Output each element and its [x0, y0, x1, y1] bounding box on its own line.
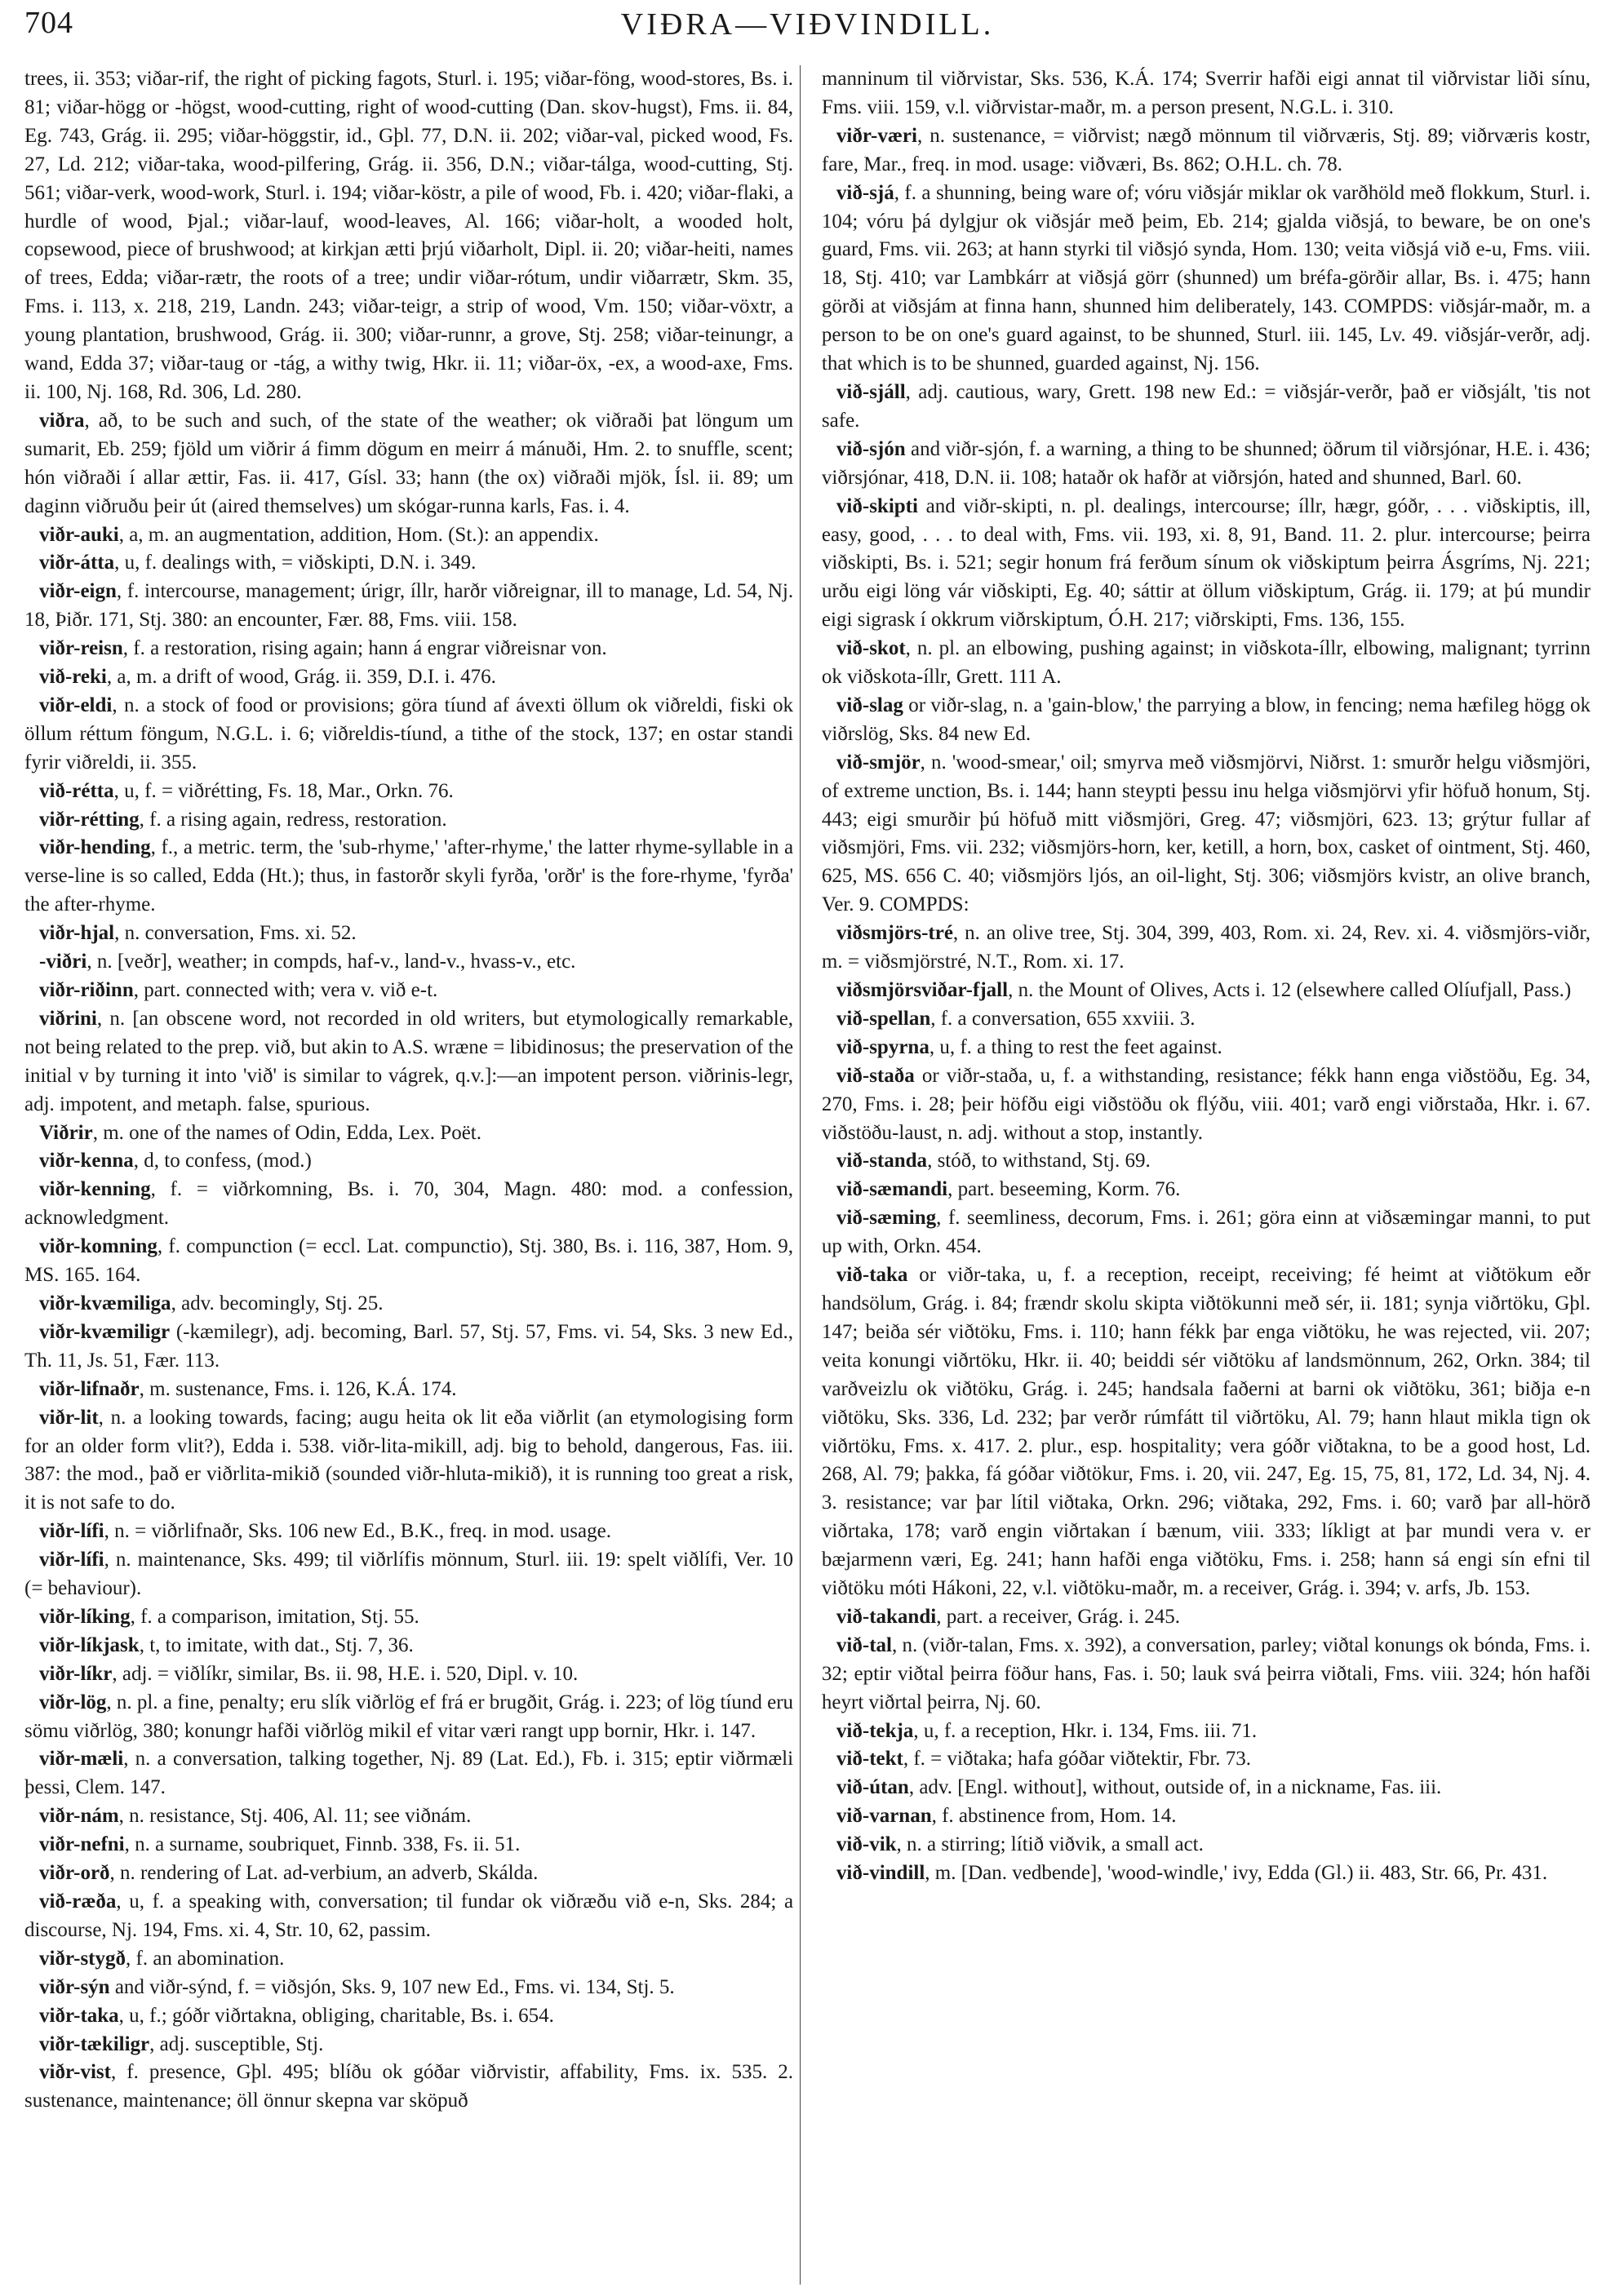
- dictionary-entry: [24, 920, 793, 948]
- entry-definition: and viðr-sýnd, f. = viðsjón, Sks. 9, 107 new Ed., Fms. vi. 134, Stj. 5.: [109, 1975, 675, 1998]
- dictionary-entry: [24, 1119, 793, 1148]
- dictionary-entry: [24, 1689, 793, 1746]
- entry-definition: , adv. becomingly, Stj. 25.: [171, 1292, 384, 1314]
- entry-headword: viðr-vist: [39, 2061, 111, 2084]
- entry-headword: viðr-lífi: [39, 1520, 104, 1543]
- dictionary-entry: [822, 65, 1591, 122]
- dictionary-entry: [822, 379, 1591, 436]
- entry-headword: viðrini: [39, 1007, 97, 1030]
- entry-definition: , part. a receiver, Grág. i. 245.: [936, 1605, 1181, 1628]
- entry-definition: , adj. cautious, wary, Grett. 198 new Ed.: = viðsjár-verðr, það er viðsjált, 'tis not safe.: [821, 380, 1591, 432]
- dictionary-entry: [24, 1176, 793, 1233]
- entry-headword: viðr-væri: [836, 124, 917, 147]
- entry-definition: , u, f. = viðrétting, Fs. 18, Mar., Orkn. 76.: [113, 779, 454, 802]
- entry-headword: viðr-mæli: [39, 1748, 124, 1771]
- entry-headword: viðr-stygð: [39, 1947, 126, 1970]
- dictionary-entry: [24, 635, 793, 663]
- entry-definition: , f., a metric. term, the 'sub-rhyme,' 'after-rhyme,' the latter rhyme-syllable in a verse-line is so called, Edda (Ht.); thus, in fastorðr skyli fyrða, 'orðr' is the fore-rhyme, 'fyrða' the after-rhyme.: [24, 836, 794, 916]
- entry-headword: viðr-kvæmiligr: [39, 1320, 171, 1343]
- entry-definition: , n. a looking towards, facing; augu heita ok lit eða viðrlit (an etymologising form for an older form vlit?), Edda i. 538. viðr-lita-mikill, adj. big to behold, dangerous, Fas. iii. 387: the mod., það er viðrlita-mikið (sounded viðr-hluta-mikið), it is running too great a risk, it is not safe to do.: [24, 1406, 794, 1514]
- dictionary-entry: [24, 1376, 793, 1404]
- entry-headword: viðr-líkjask: [39, 1633, 140, 1656]
- dictionary-entry: [24, 778, 793, 806]
- entry-definition: , f. a conversation, 655 xxviii. 3.: [930, 1007, 1196, 1030]
- entry-headword: viðr-taka: [39, 2004, 119, 2027]
- dictionary-entry: [24, 806, 793, 835]
- dictionary-entry: [24, 834, 793, 920]
- dictionary-entry: [24, 1404, 793, 1518]
- dictionary-entry: [24, 549, 793, 578]
- dictionary-entry: [24, 1888, 793, 1945]
- dictionary-entry: [24, 948, 793, 977]
- entry-definition: , n. [veðr], weather; in compds, haf-v., land-v., hvass-v., etc.: [87, 951, 576, 973]
- entry-definition: , f. compunction (= eccl. Lat. compunctio), Stj. 380, Bs. i. 116, 387, Hom. 9, MS. 165. 164.: [24, 1235, 794, 1287]
- entry-definition: , f. seemliness, decorum, Fms. i. 261; göra einn at viðsæmingar manni, to put up with, Orkn. 454.: [821, 1207, 1591, 1258]
- dictionary-entry: [24, 1319, 793, 1376]
- dictionary-entry: [822, 1718, 1591, 1746]
- entry-definition: , f. a restoration, rising again; hann á engrar viðreisnar von.: [122, 637, 607, 660]
- entry-definition: , a, m. a drift of wood, Grág. ii. 359, D.I. i. 476.: [106, 666, 496, 689]
- entry-definition: , n. 'wood-smear,' oil; smyrva með viðsmjörvi, Niðrst. 1: smurðr helgu viðsmjöri, of extreme unction, Bs. i. 144; hann steypti þessu inu helga viðsmjörvi yfir höfuð honum, Stj. 443; eigi smurðir þú höfuð mitt viðsmjöri, Greg. 47; viðsmjöri, 623. 13; grýtur fullar af viðsmjöri, Fms. vii. 232; viðsmjörs-horn, ker, ketill, a horn, box, casket of ointment, Stj. 460, 625, MS. 656 C. 40; viðsmjörs ljós, an oil-light, Stj. 306; viðsmjörs kvistr, an olive branch, Ver. 9. COMPDS:: [821, 751, 1591, 916]
- entry-definition: , f. a rising again, redress, restoration.: [139, 808, 447, 831]
- entry-definition: , n. [an obscene word, not recorded in old writers, but etymologically remarkable, not being related to the prep. við, but akin to A.S. wræne = libidinosus; the preservation of the initial v by turning it into 'við' is similar to vágrek, q.v.]:—an impotent person. viðrinis-legr, adj. impotent, and metaph. false, spurious.: [24, 1007, 794, 1115]
- dictionary-columns: [24, 65, 1591, 2285]
- dictionary-entry: [24, 2031, 793, 2059]
- entry-headword: viðr-hjal: [39, 922, 115, 945]
- entry-headword: viðr-reisn: [39, 637, 123, 660]
- entry-definition: , n. sustenance, = viðrvist; nægð mönnum til viðrværis, Stj. 89; viðrværis kostr, fare, Mar., freq. in mod. usage: viðværi, Bs. 862; O.H.L. ch. 78.: [821, 124, 1591, 175]
- entry-definition: and viðr-skipti, n. pl. dealings, intercourse; íllr, hægr, góðr, . . . viðskiptis, ill, easy, good, . . . to deal with, Fms. vii. 193, xi. 8, 91, Band. 11. 2. plur. intercourse; þeirra viðskipti, Bs. i. 521; segir honum frá ferðum sínum ok viðskiptum þeirra Ásgríms, Nj. 221; urðu eigi löng vár viðskipti, Eg. 40; sáttir at öllum viðskiptum, Grág. ii. 179; at þú mundir eigi sigrask í okkrum viðrskiptum, Ó.H. 217; viðrskipti, Fms. 136, 155.: [821, 494, 1591, 632]
- dictionary-entry: [24, 1518, 793, 1546]
- entry-headword: viðr-líking: [39, 1605, 131, 1628]
- entry-definition: trees, ii. 353; viðar-rif, the right of picking fagots, Sturl. i. 195; viðar-föng, wood-stores, Bs. i. 81; viðar-högg or -högst, wood-cutting, right of wood-cutting (Dan. skov-hugst), Fms. ii. 84, Eg. 743, Grág. ii. 295; viðar-höggstir, id., Gþl. 77, D.N. ii. 202; viðar-val, picked wood, Fs. 27, Ld. 212; viðar-taka, wood-pilfering, Grág. ii. 356, D.N.; viðar-tálga, wood-cutting, Stj. 561; viðar-verk, wood-work, Sturl. i. 194; viðar-köstr, a pile of wood, Fb. i. 420; viðar-flaki, a hurdle of wood, Þjal.; viðar-lauf, wood-leaves, Al. 166; viðar-holt, a wooded holt, copsewood, piece of brushwood; at kirkjan ætti þrjú viðarholt, Dipl. ii. 20; viðar-heiti, names of trees, Edda; viðar-rætr, the roots of a tree; undir viðar-rótum, undir viðarrætr, Skm. 35, Fms. i. 113, x. 218, 219, Landn. 243; viðar-teigr, a strip of wood, Vm. 150; viðar-vöxtr, a young plantation, brushwood, Grág. ii. 300; viðar-runnr, a grove, Stj. 258; viðar-teinungr, a wand, Edda 37; viðar-taug or -tág, a withy twig, Hkr. ii. 11; viðar-öx, -ex, a wood-axe, Fms. ii. 100, Nj. 168, Rd. 306, Ld. 280.: [24, 68, 794, 403]
- entry-headword: viðsmjörs-tré: [836, 922, 953, 945]
- dictionary-entry: [24, 407, 793, 521]
- entry-headword: við-staða: [836, 1064, 915, 1087]
- dictionary-entry: [822, 1802, 1591, 1831]
- dictionary-entry: [24, 663, 793, 692]
- dictionary-entry: [24, 1974, 793, 2002]
- dictionary-entry: [822, 635, 1591, 692]
- dictionary-entry: [24, 1147, 793, 1176]
- entry-definition: , adj. susceptible, Stj.: [149, 2032, 324, 2055]
- entry-headword: við-sæming: [836, 1207, 937, 1230]
- dictionary-entry: [822, 749, 1591, 920]
- entry-definition: , f. presence, Gþl. 495; blíðu ok góðar viðrvistir, affability, Fms. ix. 535. 2. sustenance, maintenance; öll önnur skepna var sköpuð: [24, 2061, 794, 2112]
- entry-headword: viðr-líkr: [39, 1662, 113, 1685]
- entry-definition: , d, to confess, (mod.): [133, 1150, 312, 1172]
- dictionary-entry: [24, 977, 793, 1005]
- dictionary-entry: [24, 1632, 793, 1660]
- dictionary-entry: [24, 521, 793, 550]
- dictionary-entry: [24, 578, 793, 635]
- entry-headword: viðr-riðinn: [39, 979, 134, 1001]
- right-column: [810, 65, 1591, 2285]
- entry-headword: við-tekja: [836, 1719, 914, 1742]
- left-column: [24, 65, 800, 2285]
- entry-definition: , f. a comparison, imitation, Stj. 55.: [130, 1605, 419, 1628]
- entry-headword: við-sjáll: [836, 380, 906, 403]
- entry-definition: , u, f. a thing to rest the feet against.: [929, 1035, 1222, 1058]
- entry-headword: viðr-hending: [39, 836, 151, 859]
- entry-definition: , f. abstinence from, Hom. 14.: [931, 1805, 1177, 1828]
- entry-headword: viðr-tækiligr: [39, 2032, 150, 2055]
- entry-headword: við-sjón: [836, 437, 906, 460]
- entry-definition: , part. beseeming, Korm. 76.: [947, 1178, 1181, 1201]
- entry-headword: viðr-sýn: [39, 1975, 110, 1998]
- entry-headword: við-skipti: [836, 494, 918, 517]
- entry-headword: við-spellan: [836, 1007, 931, 1030]
- entry-definition: , f. a shunning, being ware of; vóru viðsjár miklar ok varðhöld með flokkum, Sturl. i. 104; vóru þá dylgjur ok viðsjár með þeim, Eb. 214; gjalda viðsjá, to beware, be on one's guard, Fms. vii. 263; at hann styrki til viðsjó synda, Hom. 130; veita viðsjá við e-u, Fms. viii. 18, Stj. 410; var Lambkárr at viðsjá görr (shunned) um bréfa-görðir allar, Bs. i. 475; hann görði at viðsjám at finna hann, shunned him deliberately, 143. COMPDS: viðsjár-maðr, m. a person to be on one's guard against, to be shunned, Sturl. iii. 145, Lv. 49. viðsjár-verðr, adj. that which is to be shunned, guarded against, Nj. 156.: [821, 181, 1591, 375]
- page-number: 704: [24, 6, 73, 40]
- entry-headword: viðr-kvæmiliga: [39, 1292, 171, 1314]
- entry-definition: manninum til viðrvistar, Sks. 536, K.Á. 174; Sverrir hafði eigi annat til viðrvistar liði sínu, Fms. viii. 159, v.l. viðrvistar-maðr, m. a person present, N.G.L. i. 310.: [821, 68, 1591, 118]
- dictionary-entry: [822, 1774, 1591, 1802]
- dictionary-entry: [24, 1005, 793, 1119]
- entry-headword: við-taka: [836, 1264, 908, 1287]
- dictionary-entry: [24, 1831, 793, 1859]
- dictionary-entry: [822, 180, 1591, 379]
- dictionary-entry: [822, 1603, 1591, 1632]
- dictionary-entry: [822, 1261, 1591, 1603]
- entry-definition: , a, m. an augmentation, addition, Hom. (St.): an appendix.: [118, 523, 599, 546]
- entry-definition: , part. connected with; vera v. við e-t.: [133, 979, 438, 1001]
- dictionary-entry: [822, 1034, 1591, 1062]
- entry-headword: viðr-kenna: [39, 1150, 134, 1172]
- entry-headword: við-vik: [836, 1833, 897, 1856]
- column-divider: [800, 65, 810, 2285]
- entry-headword: við-varnan: [836, 1805, 932, 1828]
- dictionary-entry: [822, 1745, 1591, 1774]
- entry-headword: viðr-orð: [39, 1862, 110, 1885]
- entry-definition: or viðr-slag, n. a 'gain-blow,' the parrying a blow, in fencing; nema hæfileg högg ok viðrslög, Sks. 84 new Ed.: [821, 694, 1591, 745]
- page-header: [0, 0, 1615, 49]
- entry-definition: , u, f. a speaking with, conversation; til fundar ok viðræðu við e-n, Sks. 284; a discourse, Nj. 194, Fms. xi. 4, Str. 10, 62, passim.: [24, 1890, 794, 1941]
- dictionary-entry: [822, 1147, 1591, 1176]
- dictionary-entry: [24, 2059, 793, 2116]
- dictionary-entry: [822, 1859, 1591, 1888]
- dictionary-entry: [24, 1233, 793, 1290]
- entry-headword: við-vindill: [836, 1862, 925, 1885]
- entry-headword: við-skot: [836, 637, 906, 660]
- entry-headword: við-sæmandi: [836, 1178, 948, 1201]
- entry-headword: viðr-átta: [39, 552, 115, 574]
- entry-headword: við-slag: [836, 694, 903, 716]
- dictionary-entry: [24, 1745, 793, 1802]
- dictionary-entry: [822, 436, 1591, 493]
- entry-headword: viðr-lit: [39, 1406, 99, 1429]
- entry-definition: , stóð, to withstand, Stj. 69.: [927, 1150, 1151, 1172]
- entry-headword: viðr-eldi: [39, 694, 113, 716]
- entry-definition: , n. a conversation, talking together, Nj. 89 (Lat. Ed.), Fb. i. 315; eptir viðrmæli þessi, Clem. 147.: [24, 1748, 794, 1799]
- entry-definition: , n. the Mount of Olives, Acts i. 12 (elsewhere called Olíufjall, Pass.): [1008, 979, 1572, 1001]
- entry-definition: , n. = viðrlifnaðr, Sks. 106 new Ed., B.K., freq. in mod. usage.: [104, 1520, 611, 1543]
- entry-definition: , u, f.; góðr viðrtakna, obliging, charitable, Bs. i. 654.: [118, 2004, 554, 2027]
- entry-headword: við-útan: [836, 1776, 909, 1799]
- entry-definition: , n. pl. a fine, penalty; eru slík viðrlög ef frá er brugðit, Grág. i. 223; of lög tíund eru sömu viðrlög, 380; konungr hafði viðrlög mikil ef vitar væri rangt upp bornir, Hkr. i. 147.: [24, 1691, 794, 1742]
- dictionary-entry: [822, 920, 1591, 977]
- dictionary-entry: [24, 1859, 793, 1888]
- entry-definition: , n. a stirring; lítið viðvik, a small act.: [896, 1833, 1204, 1856]
- entry-definition: or viðr-staða, u, f. a withstanding, resistance; fékk hann enga viðstöðu, Eg. 34, 270, Fms. i. 28; þeir höfðu eigi viðstöðu ok flýðu, viii. 401; varð engi viðrstaða, Hkr. i. 67. viðstöðu-laust, n. adj. without a stop, instantly.: [821, 1064, 1591, 1144]
- dictionary-entry: [24, 692, 793, 778]
- running-head: VIÐRA—VIÐVINDILL.: [620, 7, 995, 42]
- entry-headword: við-tal: [836, 1633, 892, 1656]
- entry-headword: viðr-lífi: [39, 1549, 104, 1571]
- entry-definition: , u, f. dealings with, = viðskipti, D.N. i. 349.: [114, 552, 477, 574]
- entry-headword: -viðri: [39, 951, 87, 973]
- entry-definition: or viðr-taka, u, f. a reception, receipt, receiving; fé heimt at viðtökum eðr handsölum, Grág. i. 84; frændr skolu skipta viðtökunni með sér, ii. 181; synja viðrtöku, Gþl. 147; beiða sér viðtöku, Fms. i. 110; hann fékk þar enga viðtöku, he was rejected, vii. 207; veita konungi viðrtöku, Hkr. ii. 40; beiddi sér viðtöku af landsmönnum, 262, Orkn. 384; til varðveizlu ok viðtöku, Grág. i. 245; handsala faðerni at barni ok viðtöku, 361; biðja e-n viðtöku, Sks. 336, Ld. 232; þar verðr rúmfátt til viðrtöku, Al. 79; hann hlaut mikla tign ok viðrtöku, Fms. x. 417. 2. plur., esp. hospitality; vera góðr viðtakna, to be a good host, Ld. 268, Al. 79; þakka, fá góðar viðtökur, Fms. i. 20, vii. 247, Eg. 15, 75, 81, 172, Ld. 34, Nj. 4. 3. resistance; var þar lítil viðtaka, Orkn. 296; viðtaka, 292, Fms. i. 60; varð þar all-hörð viðrtaka, 178; varð engin viðrtakan í bænum, viii. 333; líkligt at þar mundi vera v. er bæjarmenn væri, Eg. 241; hann hafði enga viðtöku, Fms. i. 258; hann sá engi sín efni til viðtöku móti Hákoni, 22, v.l. viðtöku-maðr, m. a receiver, Grág. i. 394; v. arfs, Jb. 153.: [821, 1264, 1591, 1600]
- dictionary-entry: [822, 1062, 1591, 1148]
- entry-definition: and viðr-sjón, f. a warning, a thing to be shunned; öðrum til viðrsjónar, H.E. i. 436; viðrsjónar, 418, D.N. ii. 108; hataðr ok hafðr at viðrsjón, hated and shunned, Barl. 60.: [821, 437, 1591, 489]
- entry-definition: , m. sustenance, Fms. i. 126, K.Á. 174.: [139, 1377, 457, 1400]
- dictionary-entry: [24, 2002, 793, 2031]
- entry-headword: viðr-kenning: [39, 1178, 151, 1201]
- dictionary-entry: [822, 122, 1591, 180]
- entry-definition: , n. resistance, Stj. 406, Al. 11; see viðnám.: [118, 1805, 472, 1828]
- entry-definition: , adj. = viðlíkr, similar, Bs. ii. 98, H.E. i. 520, Dipl. v. 10.: [112, 1662, 579, 1685]
- entry-headword: við-reki: [39, 666, 107, 689]
- entry-definition: , n. an olive tree, Stj. 304, 399, 403, Rom. xi. 24, Rev. xi. 4. viðsmjörs-viðr, m. = viðsmjörstré, N.T., Rom. xi. 17.: [821, 922, 1591, 973]
- entry-definition: , t, to imitate, with dat., Stj. 7, 36.: [139, 1633, 414, 1656]
- entry-headword: viðr-nám: [39, 1805, 119, 1828]
- entry-headword: viðr-eign: [39, 580, 117, 603]
- entry-headword: Viðrir: [39, 1121, 93, 1144]
- entry-headword: viðr-lög: [39, 1691, 107, 1713]
- entry-headword: við-rétta: [39, 779, 114, 802]
- dictionary-entry: [24, 1802, 793, 1831]
- entry-headword: viðr-lifnaðr: [39, 1377, 140, 1400]
- dictionary-entry: [24, 1660, 793, 1689]
- dictionary-entry: [24, 1290, 793, 1319]
- entry-definition: , n. conversation, Fms. xi. 52.: [114, 922, 357, 945]
- entry-headword: við-smjör: [836, 751, 921, 773]
- entry-definition: , adv. [Engl. without], without, outside of, in a nickname, Fas. iii.: [908, 1776, 1442, 1799]
- entry-definition: , m. one of the names of Odin, Edda, Lex. Poët.: [92, 1121, 482, 1144]
- dictionary-entry: [822, 1176, 1591, 1204]
- entry-headword: við-ræða: [39, 1890, 117, 1913]
- entry-headword: viðr-nefni: [39, 1833, 125, 1856]
- entry-headword: við-takandi: [836, 1605, 937, 1628]
- dictionary-entry: [822, 977, 1591, 1005]
- entry-definition: , n. rendering of Lat. ad-verbium, an adverb, Skálda.: [109, 1862, 539, 1885]
- dictionary-entry: [24, 1945, 793, 1974]
- dictionary-entry: [822, 1632, 1591, 1718]
- entry-definition: , n. a stock of food or provisions; göra tíund af ávexti öllum ok viðreldi, fiski ok öllum réttum föngum, N.G.L. i. 6; viðreldis-tíund, a tithe of the stock, 137; en ostar standi fyrir viðreldi, ii. 355.: [24, 694, 794, 773]
- entry-headword: viðr-rétting: [39, 808, 140, 831]
- entry-definition: , n. maintenance, Sks. 499; til viðrlífis mönnum, Sturl. iii. 19: spelt viðlífi, Ver. 10 (= behaviour).: [24, 1549, 794, 1600]
- dictionary-entry: [822, 1831, 1591, 1859]
- dictionary-entry: [24, 1546, 793, 1603]
- entry-headword: viðr-komning: [39, 1235, 158, 1258]
- entry-definition: , u, f. a reception, Hkr. i. 134, Fms. iii. 71.: [913, 1719, 1258, 1742]
- entry-headword: við-spyrna: [836, 1035, 930, 1058]
- dictionary-entry: [24, 65, 793, 407]
- entry-headword: við-tekt: [836, 1748, 903, 1771]
- entry-definition: (-kæmilegr), adj. becoming, Barl. 57, Stj. 57, Fms. vi. 54, Sks. 3 new Ed., Th. 11, Js. 51, Fær. 113.: [24, 1320, 794, 1372]
- entry-headword: við-standa: [836, 1150, 928, 1172]
- entry-definition: , að, to be such and such, of the state of the weather; ok viðraði þat löngum um sumarit, Eb. 259; fjöld um viðrir á fimm dögum en meirr á mánuði, Hm. 2. to snuffle, scent; hón viðraði í allar ættir, Fas. ii. 417, Gísl. 33; hann (the ox) viðraði mjök, Ísl. ii. 89; um daginn viðruðu þeir út (aired themselves) um skógar-runna karls, Fas. i. 4.: [24, 409, 794, 517]
- dictionary-entry: [822, 692, 1591, 749]
- entry-definition: , n. a surname, soubriquet, Finnb. 338, Fs. ii. 51.: [124, 1833, 521, 1856]
- dictionary-entry: [822, 493, 1591, 636]
- entry-headword: viðr-auki: [39, 523, 119, 546]
- dictionary-entry: [822, 1204, 1591, 1261]
- entry-definition: , f. = viðrkomning, Bs. i. 70, 304, Magn. 480: mod. a confession, acknowledgment.: [24, 1178, 794, 1230]
- entry-definition: , n. (viðr-talan, Fms. x. 392), a conversation, parley; viðtal konungs ok bónda, Fms. i. 32; eptir viðtal þeirra föður hans, Fas. i. 50; lauk svá þeirra viðtali, Fms. viii. 324; hón hafði heyrt viðrtal þeirra, Nj. 60.: [821, 1633, 1591, 1713]
- entry-definition: , n. pl. an elbowing, pushing against; in viðskota-íllr, elbowing, malignant; tyrrinn ok viðskota-íllr, Grett. 111 A.: [821, 637, 1591, 689]
- entry-definition: , f. an abomination.: [126, 1947, 285, 1970]
- dictionary-entry: [822, 1005, 1591, 1034]
- dictionary-entry: [24, 1603, 793, 1632]
- entry-headword: viðsmjörsviðar-fjall: [836, 979, 1009, 1001]
- entry-headword: við-sjá: [836, 181, 894, 204]
- entry-headword: viðra: [39, 409, 85, 432]
- entry-definition: , f. = viðtaka; hafa góðar viðtektir, Fbr. 73.: [903, 1748, 1252, 1771]
- entry-definition: , f. intercourse, management; úrigr, íllr, harðr viðreignar, ill to manage, Ld. 54, Nj. 18, Þiðr. 171, Stj. 380: an encounter, Fær. 88, Fms. viii. 158.: [24, 580, 794, 632]
- entry-definition: , m. [Dan. vedbende], 'wood-windle,' ivy, Edda (Gl.) ii. 483, Str. 66, Pr. 431.: [925, 1862, 1548, 1885]
